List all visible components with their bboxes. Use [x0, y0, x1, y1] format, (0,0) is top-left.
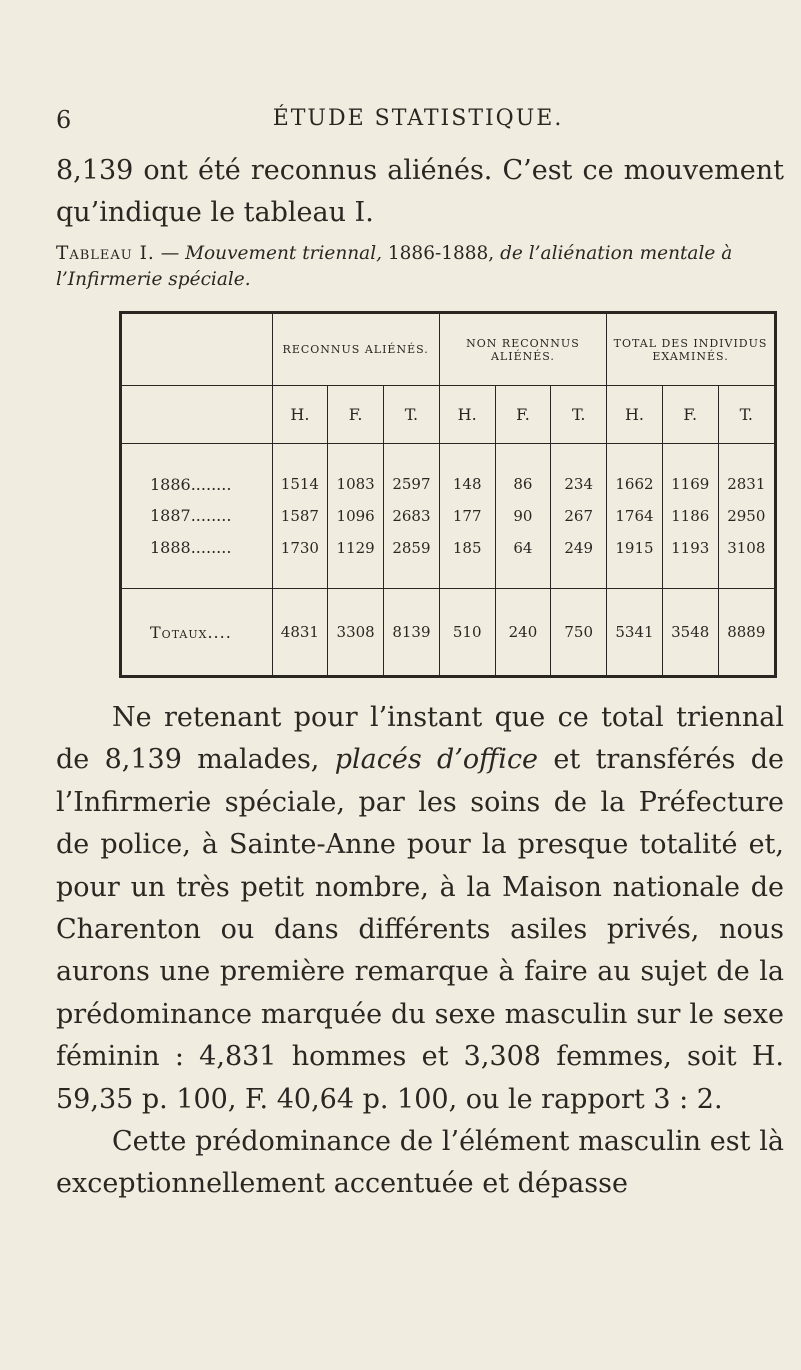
body-text-segment: et transférés de l’Infirmerie spéciale, par les soins de la Préfecture de police, à Sainte-Anne pour la presque totalité et, pour un très petit nombre, à la Maison nationale de Charenton ou dans différents asiles privés, nous aurons une première remarque à faire au sujet de la prédominance marquée du sexe masculin sur le sexe féminin : 4,831 hommes et 3,308 femmes, soit H. 59,35 p. 100, F. 40,64 p. 100, ou le rapport 3 : 2. — [56, 744, 784, 1115]
table-cell: 3108 — [718, 532, 774, 564]
table-cell: 1764 — [607, 500, 663, 532]
body-italic-phrase: placés d’office — [334, 744, 539, 776]
running-title: ÉTUDE STATISTIQUE. — [272, 106, 564, 131]
row-label: 1888........ — [150, 538, 232, 558]
group-header-non-reconnus: NON RECONNUS ALIÉNÉS. — [439, 314, 606, 386]
table-cell: 2859 — [384, 532, 440, 564]
table-cell: 177 — [439, 500, 495, 532]
totals-row — [122, 589, 774, 675]
table-cell: 2597 — [384, 468, 440, 500]
table-cell: 1186 — [662, 500, 718, 532]
table-row — [122, 500, 774, 532]
subheader-f: F. — [662, 386, 718, 444]
caption-dash: — — [154, 243, 186, 264]
table-cell: 1129 — [328, 532, 384, 564]
table-cell: 750 — [551, 589, 607, 675]
table-cell: 249 — [551, 532, 607, 564]
table-cell: 240 — [495, 589, 551, 675]
table-cell: 234 — [551, 468, 607, 500]
table-cell: 8139 — [384, 589, 440, 675]
table-cell: 2950 — [718, 500, 774, 532]
group-header-reconnus: RECONNUS ALIÉNÉS. — [272, 314, 439, 386]
totals-label: Totaux.... — [122, 589, 272, 675]
header-corner — [122, 314, 272, 386]
table-row — [122, 468, 774, 500]
table-cell: 267 — [551, 500, 607, 532]
subheader-t: T. — [384, 386, 440, 444]
table-cell: 148 — [439, 468, 495, 500]
subheader-corner — [122, 386, 272, 444]
subheader-h: H. — [272, 386, 328, 444]
intro-text: 8,139 ont été reconnus aliénés. C’est ce mouvement qu’indique le tableau I. — [56, 155, 784, 228]
table-cell: 8889 — [718, 589, 774, 675]
statistics-table — [119, 311, 777, 678]
body-text-segment: Ne retenant pour l’instant que ce total triennal de 8,139 malades, — [56, 702, 784, 776]
table-cell: 90 — [495, 500, 551, 532]
table-cell: 185 — [439, 532, 495, 564]
table-cell: 1730 — [272, 532, 328, 564]
running-head — [48, 106, 788, 136]
table-cell: 2683 — [384, 500, 440, 532]
caption-years: 1886-1888, — [382, 243, 501, 264]
table-cell: 1915 — [607, 532, 663, 564]
intro-paragraph — [56, 150, 784, 234]
table-cell: 1193 — [662, 532, 718, 564]
table-row — [122, 532, 774, 564]
table-cell: 3548 — [662, 589, 718, 675]
page-number: 6 — [56, 106, 72, 134]
table-cell: 64 — [495, 532, 551, 564]
caption-title: Mouvement triennal, — [185, 243, 383, 264]
table-cell: 2831 — [718, 468, 774, 500]
subheader-t: T. — [551, 386, 607, 444]
subheader-f: F. — [328, 386, 384, 444]
subheader-h: H. — [439, 386, 495, 444]
table-cell: 1662 — [607, 468, 663, 500]
subheader-t: T. — [718, 386, 774, 444]
table-cell: 4831 — [272, 589, 328, 675]
row-label: 1887........ — [150, 506, 232, 526]
table-cell: 5341 — [607, 589, 663, 675]
body-paragraph: Cette prédominance de l’élément masculin est là exceptionnellement accentuée et dépasse — [56, 1126, 784, 1200]
group-header-total: TOTAL DES INDIVIDUS EXAMINÉS. — [607, 314, 774, 386]
table-cell: 86 — [495, 468, 551, 500]
row-label: 1886........ — [150, 474, 232, 494]
table-cell: 1514 — [272, 468, 328, 500]
table-cell: 1096 — [328, 500, 384, 532]
table-cell: 510 — [439, 589, 495, 675]
body-paragraph — [56, 697, 784, 1121]
caption-subtitle: de l’aliénation mentale à l’Infirmerie spéciale. — [56, 243, 733, 290]
table-cell: 3308 — [328, 589, 384, 675]
body-text — [56, 697, 784, 1206]
subheader-h: H. — [607, 386, 663, 444]
table-cell: 1169 — [662, 468, 718, 500]
table-cell: 1083 — [328, 468, 384, 500]
table-caption — [56, 241, 784, 293]
table-cell: 1587 — [272, 500, 328, 532]
subheader-f: F. — [495, 386, 551, 444]
caption-label: Tableau I. — [56, 243, 155, 264]
